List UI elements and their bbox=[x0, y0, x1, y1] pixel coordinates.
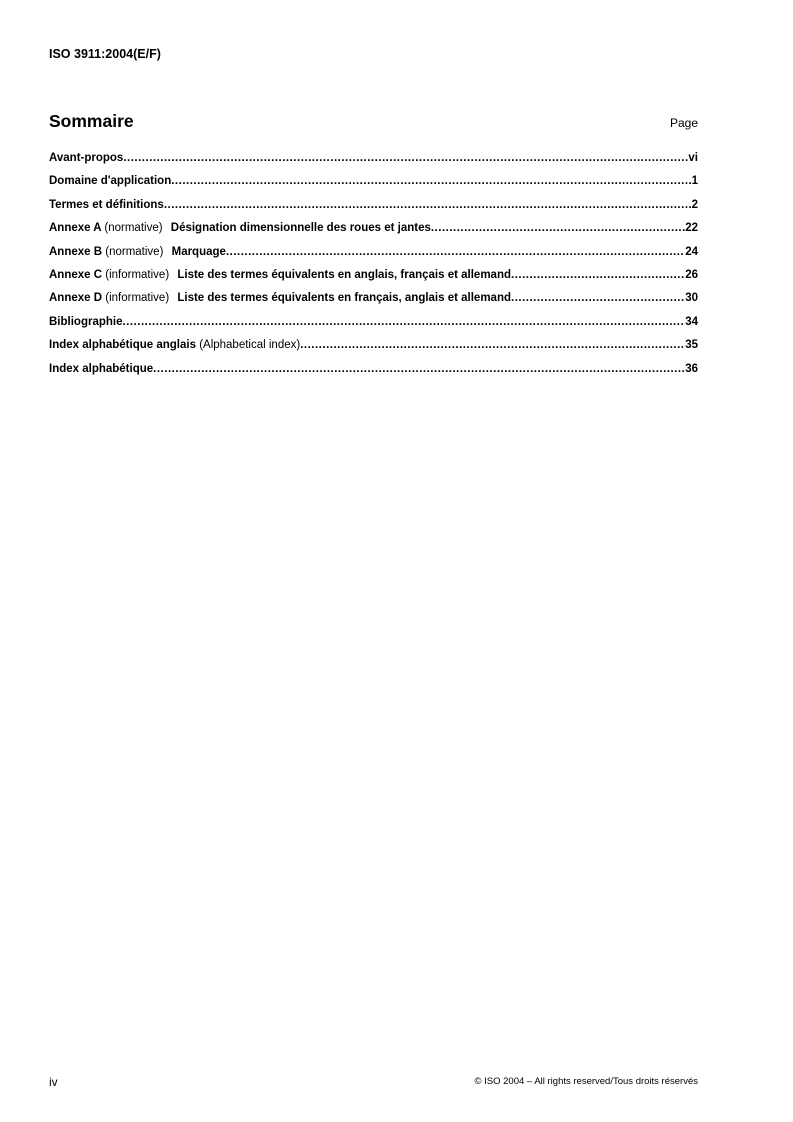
toc-entry-label: Avant-propos bbox=[49, 152, 124, 164]
toc-entry-domaine-application[interactable] bbox=[49, 175, 698, 198]
footer-page-number: iv bbox=[49, 1075, 58, 1089]
toc-entry-annexe-c[interactable] bbox=[49, 269, 698, 292]
index-note: (Alphabetical index) bbox=[199, 339, 301, 352]
annex-title: Liste des termes équivalents en français, anglais et allemand bbox=[177, 292, 511, 305]
toc-entry-page: 26 bbox=[685, 268, 698, 281]
annex-type: (informative) bbox=[105, 292, 170, 305]
annex-type: (informative) bbox=[105, 268, 170, 281]
annex-name: Annexe D bbox=[49, 292, 103, 305]
toc-dot-leader bbox=[164, 199, 692, 211]
toc-title: Sommaire bbox=[49, 111, 134, 131]
toc-entry-page: 22 bbox=[685, 222, 698, 235]
annex-type: (normative) bbox=[104, 222, 163, 235]
page-column-label: Page bbox=[669, 116, 698, 130]
toc-dot-leader bbox=[511, 292, 685, 304]
toc-entry-label: Termes et définitions bbox=[49, 198, 164, 211]
toc-dot-leader bbox=[300, 339, 685, 351]
toc-dot-leader bbox=[122, 316, 685, 328]
toc-dot-leader bbox=[226, 246, 685, 258]
toc-entry-termes-definitions[interactable] bbox=[49, 199, 698, 222]
annex-title: Marquage bbox=[171, 245, 226, 258]
annex-title: Désignation dimensionnelle des roues et jantes bbox=[170, 222, 431, 235]
toc-entry-page: 34 bbox=[685, 315, 698, 328]
toc-entry-label: Index alphabétique bbox=[49, 362, 154, 375]
toc-dot-leader bbox=[431, 222, 685, 234]
toc-entry-page: 30 bbox=[685, 292, 698, 305]
annex-name: Annexe C bbox=[49, 268, 103, 281]
toc-dot-leader bbox=[153, 363, 685, 375]
toc-entry-label: Bibliographie bbox=[49, 315, 123, 328]
toc-dot-leader bbox=[123, 152, 688, 164]
toc-dot-leader bbox=[511, 269, 685, 281]
table-of-contents bbox=[49, 152, 698, 386]
toc-dot-leader bbox=[171, 175, 691, 187]
annex-name: Annexe A bbox=[49, 222, 102, 235]
toc-header bbox=[49, 111, 698, 132]
toc-entry-label bbox=[49, 269, 511, 281]
annex-type: (normative) bbox=[105, 245, 164, 258]
toc-entry-avant-propos[interactable] bbox=[49, 152, 698, 175]
toc-entry-page: 36 bbox=[685, 362, 698, 375]
toc-entry-label bbox=[49, 339, 300, 351]
toc-entry-page: 2 bbox=[691, 198, 698, 211]
footer-copyright: © ISO 2004 – All rights reserved/Tous droits réservés bbox=[474, 1076, 698, 1087]
annex-name: Annexe B bbox=[49, 245, 103, 258]
toc-entry-annexe-a[interactable] bbox=[49, 222, 698, 245]
index-title: Index alphabétique anglais bbox=[49, 339, 196, 352]
toc-entry-annexe-d[interactable] bbox=[49, 292, 698, 315]
toc-entry-label bbox=[49, 292, 511, 304]
toc-entry-page: vi bbox=[688, 152, 698, 164]
toc-entry-label bbox=[49, 246, 226, 258]
toc-entry-bibliographie[interactable] bbox=[49, 316, 698, 339]
toc-entry-index-alphabetique[interactable] bbox=[49, 363, 698, 386]
toc-entry-page: 1 bbox=[691, 175, 698, 188]
toc-entry-page: 35 bbox=[685, 339, 698, 352]
toc-entry-index-anglais[interactable] bbox=[49, 339, 698, 362]
document-id: ISO 3911:2004(E/F) bbox=[49, 47, 161, 61]
toc-entry-page: 24 bbox=[685, 245, 698, 258]
toc-entry-annexe-b[interactable] bbox=[49, 246, 698, 269]
annex-title: Liste des termes équivalents en anglais, français et allemand bbox=[177, 268, 511, 281]
toc-entry-label: Domaine d'application bbox=[49, 175, 172, 188]
toc-entry-label bbox=[49, 222, 431, 234]
